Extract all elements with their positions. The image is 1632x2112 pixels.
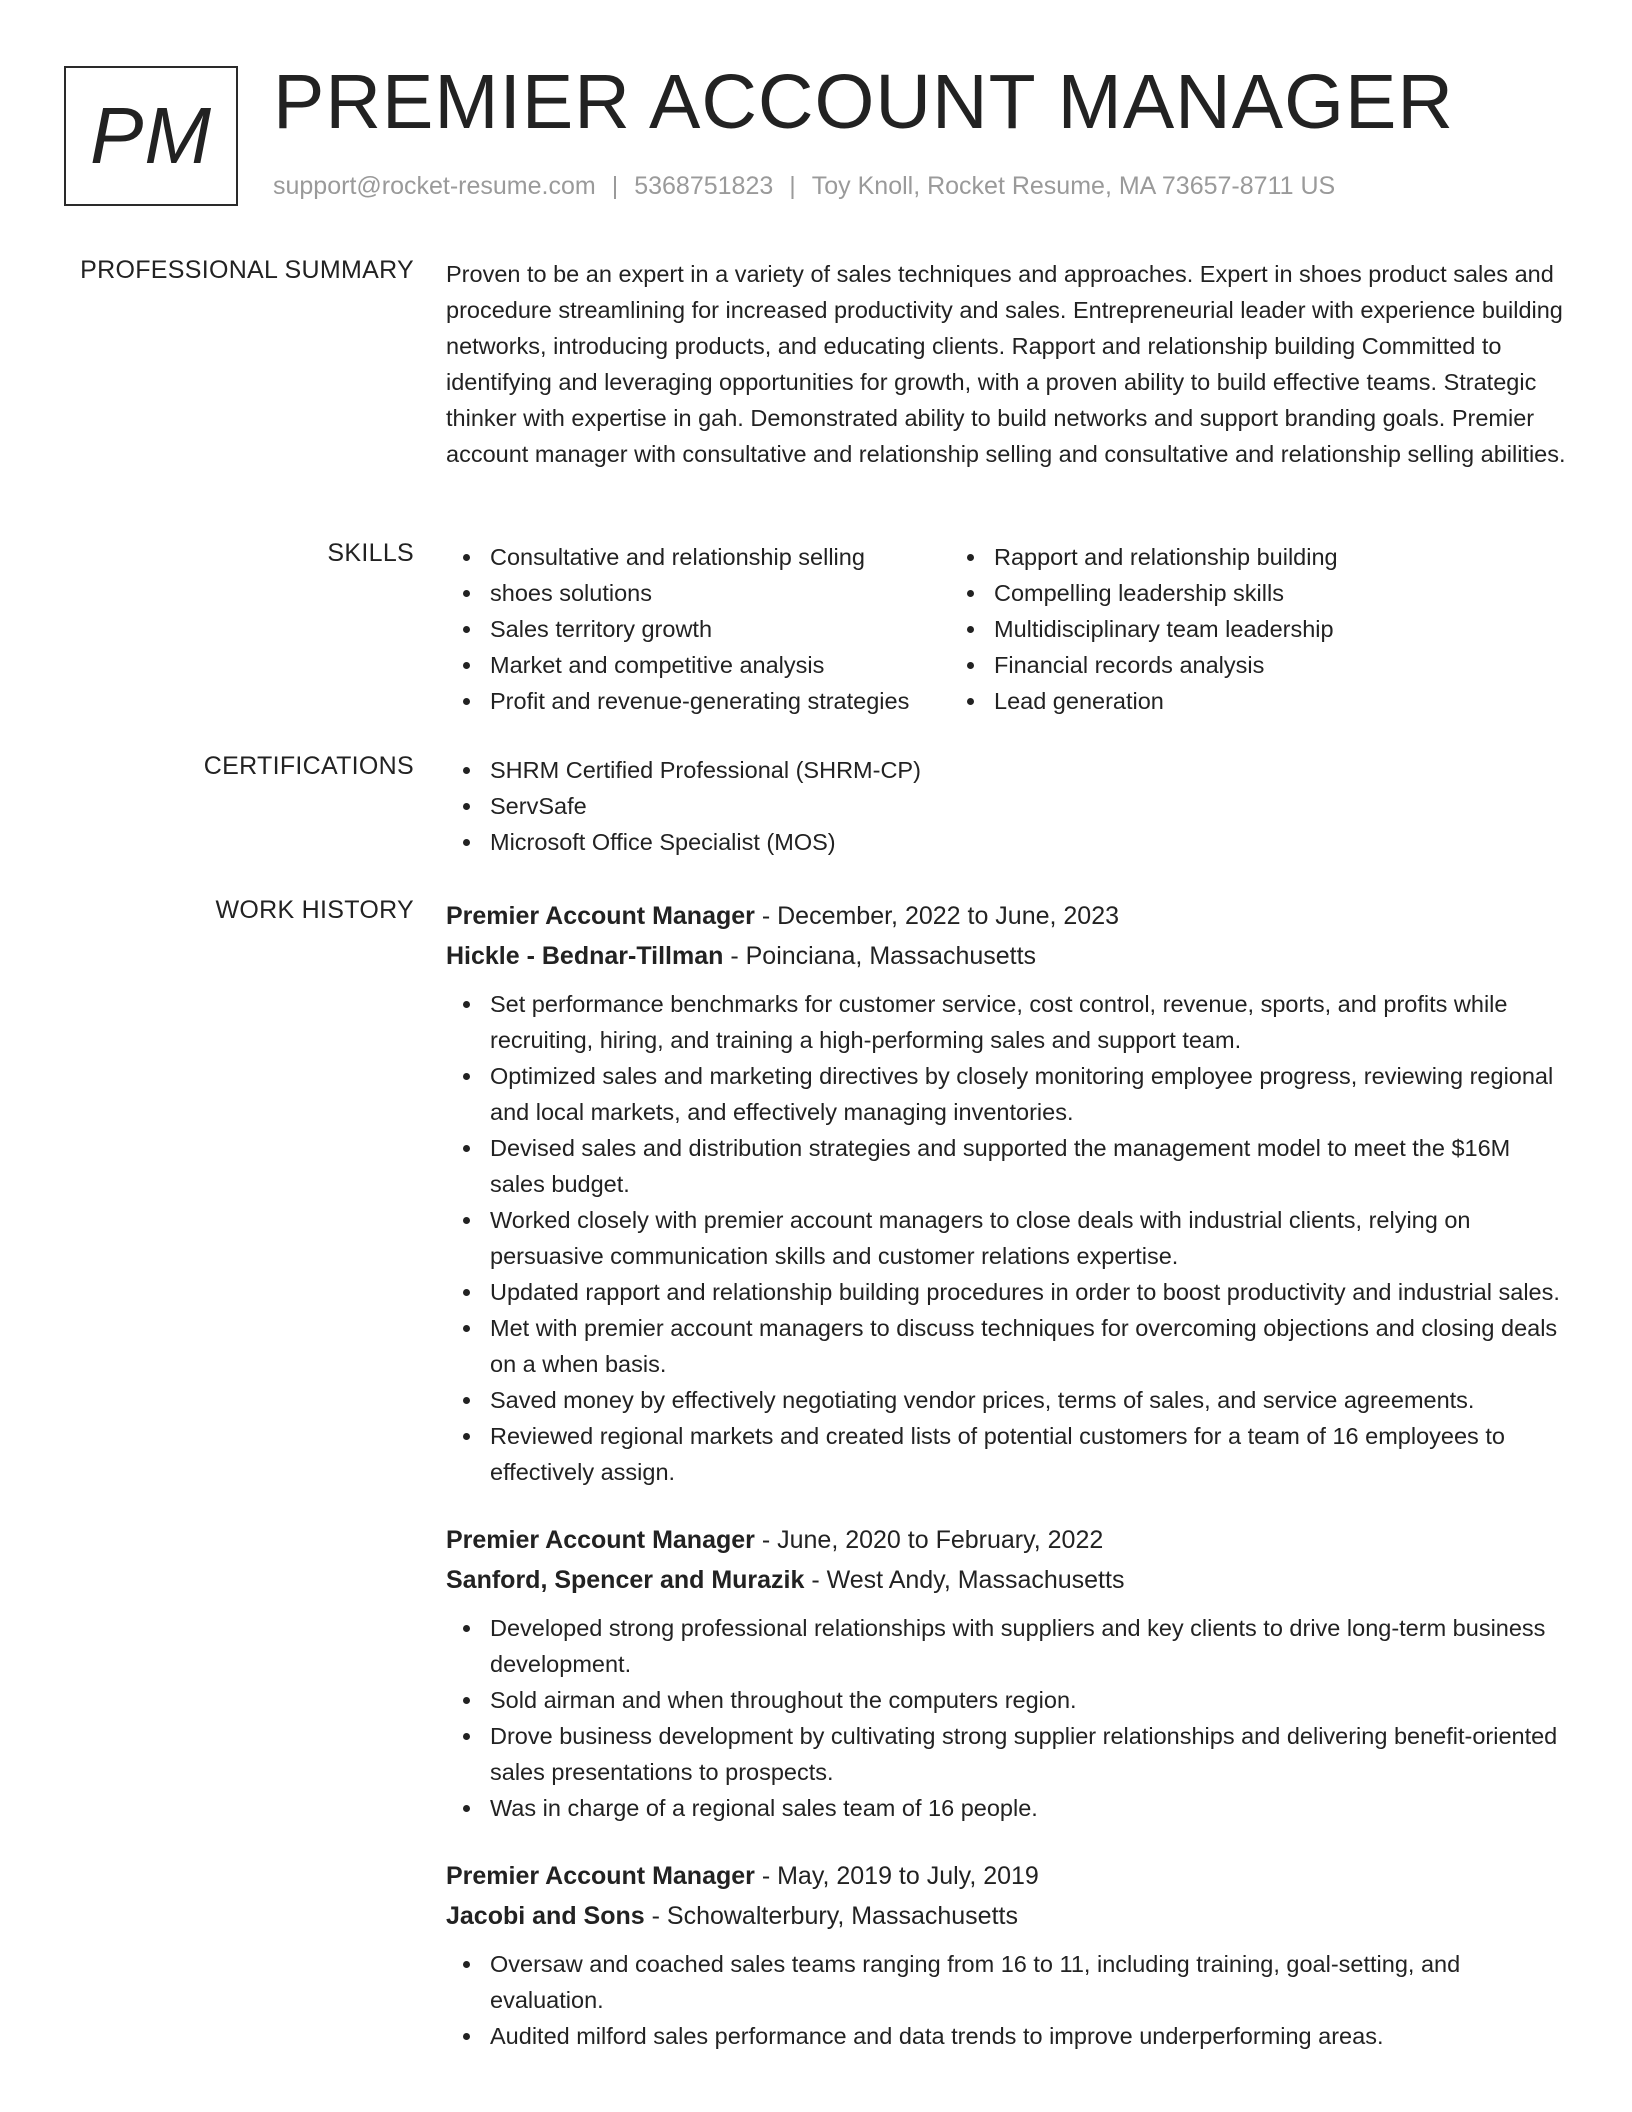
job-bullet: Sold airman and when throughout the computers region. xyxy=(490,1682,1566,1718)
job-bullets xyxy=(446,1610,1566,1826)
job-dates: - June, 2020 to February, 2022 xyxy=(754,1526,1104,1554)
page-title: PREMIER ACCOUNT MANAGER xyxy=(273,59,1455,145)
job-company-line xyxy=(446,1560,1566,1600)
job-dates: - December, 2022 to June, 2023 xyxy=(754,902,1120,930)
job-location: - Schowalterbury, Massachusetts xyxy=(644,1902,1018,1930)
job-bullet: Audited milford sales performance and data trends to improve underperforming areas. xyxy=(490,2018,1566,2054)
job-bullet: Optimized sales and marketing directives by closely monitoring employee progress, reviewing regional and local markets, and effectively managing inventories. xyxy=(490,1058,1566,1130)
summary-text: Proven to be an expert in a variety of sales techniques and approaches. Expert in shoes product sales and procedure streamlining for increased productivity and sales. Entrepreneurial leader with experience building networks, introducing products, and educating clients. Rapport and relationship building Committed to identifying and leveraging opportunities for growth, with a proven ability to build effective teams. Strategic thinker with expertise in gah. Demonstrated ability to build networks and support branding goals. Premier account manager with consultative and relationship selling and consultative and relationship selling abilities. xyxy=(446,261,1566,467)
skills-list-right xyxy=(950,539,1338,719)
monogram: PM xyxy=(90,91,212,180)
section-heading-certifications: CERTIFICATIONS xyxy=(203,752,414,780)
skill-item: Sales territory growth xyxy=(490,611,950,647)
job-location: - West Andy, Massachusetts xyxy=(804,1566,1125,1594)
skill-item: Rapport and relationship building xyxy=(994,539,1338,575)
skills-list-left xyxy=(446,539,950,719)
contact-address: Toy Knoll, Rocket Resume, MA 73657-8711 US xyxy=(811,172,1336,200)
section-heading-summary: PROFESSIONAL SUMMARY xyxy=(80,256,414,284)
job-company-line xyxy=(446,1896,1566,1936)
certification-item: SHRM Certified Professional (SHRM-CP) xyxy=(490,752,1566,788)
certification-item: ServSafe xyxy=(490,788,1566,824)
job-company-line xyxy=(446,936,1566,976)
contact-separator: | xyxy=(789,172,796,200)
skill-item: Multidisciplinary team leadership xyxy=(994,611,1338,647)
job-bullets xyxy=(446,1946,1566,2054)
job-bullet: Was in charge of a regional sales team of 16 people. xyxy=(490,1790,1566,1826)
job-location: - Poinciana, Massachusetts xyxy=(723,942,1037,970)
job-company: Hickle - Bednar-Tillman xyxy=(446,942,724,970)
job-entry xyxy=(446,896,1566,1490)
skill-item: Profit and revenue-generating strategies xyxy=(490,683,950,719)
job-bullet: Set performance benchmarks for customer service, cost control, revenue, sports, and profits while recruiting, hiring, and training a high-performing sales and support team. xyxy=(490,986,1566,1058)
job-bullet: Updated rapport and relationship building procedures in order to boost productivity and industrial sales. xyxy=(490,1274,1566,1310)
monogram-box xyxy=(64,66,238,206)
job-bullet: Devised sales and distribution strategies and supported the management model to meet the $16M sales budget. xyxy=(490,1130,1566,1202)
job-title: Premier Account Manager xyxy=(446,1526,755,1554)
job-bullet: Worked closely with premier account managers to close deals with industrial clients, relying on persuasive communication skills and customer relations expertise. xyxy=(490,1202,1566,1274)
job-bullet: Developed strong professional relationships with suppliers and key clients to drive long-term business development. xyxy=(490,1610,1566,1682)
skill-item: Consultative and relationship selling xyxy=(490,539,950,575)
skill-item: shoes solutions xyxy=(490,575,950,611)
skill-item: Compelling leadership skills xyxy=(994,575,1338,611)
job-title: Premier Account Manager xyxy=(446,902,755,930)
section-heading-skills: SKILLS xyxy=(327,539,414,567)
skill-item: Market and competitive analysis xyxy=(490,647,950,683)
job-title-line xyxy=(446,1856,1566,1896)
job-company: Sanford, Spencer and Murazik xyxy=(446,1566,805,1594)
skill-item: Lead generation xyxy=(994,683,1338,719)
job-title-line xyxy=(446,896,1566,936)
certifications-list xyxy=(446,752,1566,860)
job-entry xyxy=(446,1856,1566,2054)
job-bullets xyxy=(446,986,1566,1490)
contact-line xyxy=(273,172,1335,201)
job-bullet: Met with premier account managers to discuss techniques for overcoming objections and closing deals on a when basis. xyxy=(490,1310,1566,1382)
job-bullet: Reviewed regional markets and created lists of potential customers for a team of 16 employees to effectively assign. xyxy=(490,1418,1566,1490)
job-bullet: Drove business development by cultivating strong supplier relationships and delivering benefit-oriented sales presentations to prospects. xyxy=(490,1718,1566,1790)
contact-email[interactable]: support@rocket-resume.com xyxy=(273,172,596,200)
skill-item: Financial records analysis xyxy=(994,647,1338,683)
certification-item: Microsoft Office Specialist (MOS) xyxy=(490,824,1566,860)
job-company: Jacobi and Sons xyxy=(446,1902,645,1930)
job-bullet: Saved money by effectively negotiating vendor prices, terms of sales, and service agreements. xyxy=(490,1382,1566,1418)
contact-phone[interactable]: 5368751823 xyxy=(634,172,774,200)
job-title: Premier Account Manager xyxy=(446,1862,755,1890)
contact-separator: | xyxy=(611,172,619,200)
job-entry xyxy=(446,1520,1566,1826)
section-heading-work-history: WORK HISTORY xyxy=(215,896,414,924)
job-bullet: Oversaw and coached sales teams ranging from 16 to 11, including training, goal-setting, and evaluation. xyxy=(490,1946,1566,2018)
job-title-line xyxy=(446,1520,1566,1560)
job-dates: - May, 2019 to July, 2019 xyxy=(754,1862,1039,1890)
